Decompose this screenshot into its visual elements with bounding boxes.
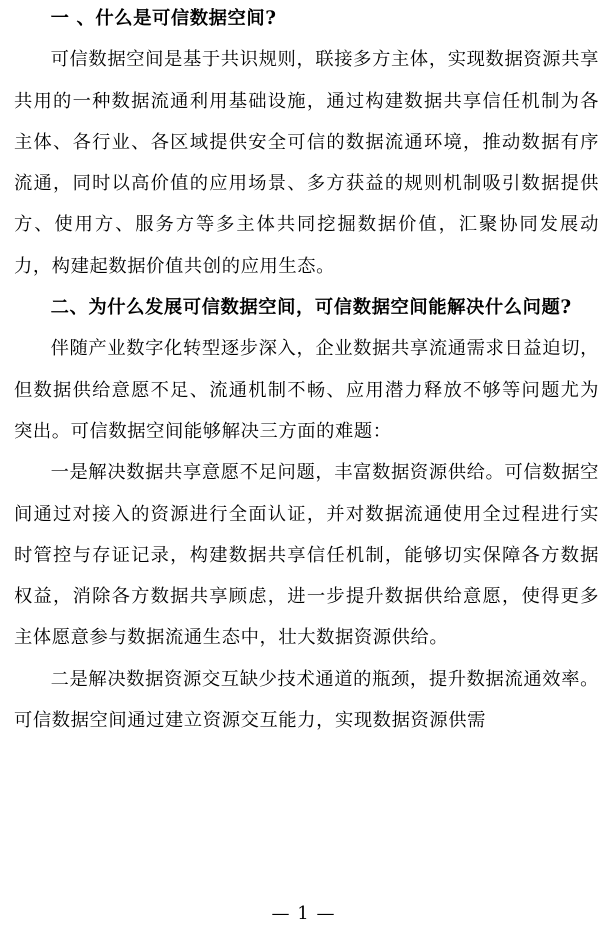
section2-heading: 二、为什么发展可信数据空间，可信数据空间能解决什么问题? — [50, 297, 572, 319]
section1-paragraph: 可信数据空间是基于共识规则，联接多方主体，实现数据资源共享共用的一种数据流通利用基础设施，通过构建数据共享信任机制为各主体、各行业、各区域提供安全可信的数据流通环境，推动数据有序流通，同时以高价值的应用场景、多方获益的规则机制吸引数据提供方、使用方、服务方等多主体共同挖掘数据价值，汇聚协同发展动力，构建起数据价值共创的应用生态。 — [14, 49, 599, 277]
point2-paragraph: 二是解决数据资源交互缺少技术通道的瓶颈，提升数据流通效率。可信数据空间通过建立资源交互能力，实现数据资源供需 — [14, 668, 599, 732]
point1-paragraph: 一是解决数据共享意愿不足问题，丰富数据资源供给。可信数据空间通过对接入的资源进行全面认证，并对数据流通使用全过程进行实时管控与存证记录，构建数据共享信任机制，能够切实保障各方数据权益，消除各方数据共享顾虑，进一步提升数据供给意愿，使得更多主体愿意参与数据流通生态中，壮大数据资源供给。 — [14, 462, 599, 649]
section1-heading: 一 、什么是可信数据空间? — [50, 8, 277, 29]
page-number: — 1 — — [271, 903, 336, 924]
section2-intro-paragraph: 伴随产业数字化转型逐步深入，企业数据共享流通需求日益迫切，但数据供给意愿不足、流通机制不畅、应用潜力释放不够等问题尤为突出。可信数据空间能够解决三方面的难题： — [14, 338, 599, 442]
